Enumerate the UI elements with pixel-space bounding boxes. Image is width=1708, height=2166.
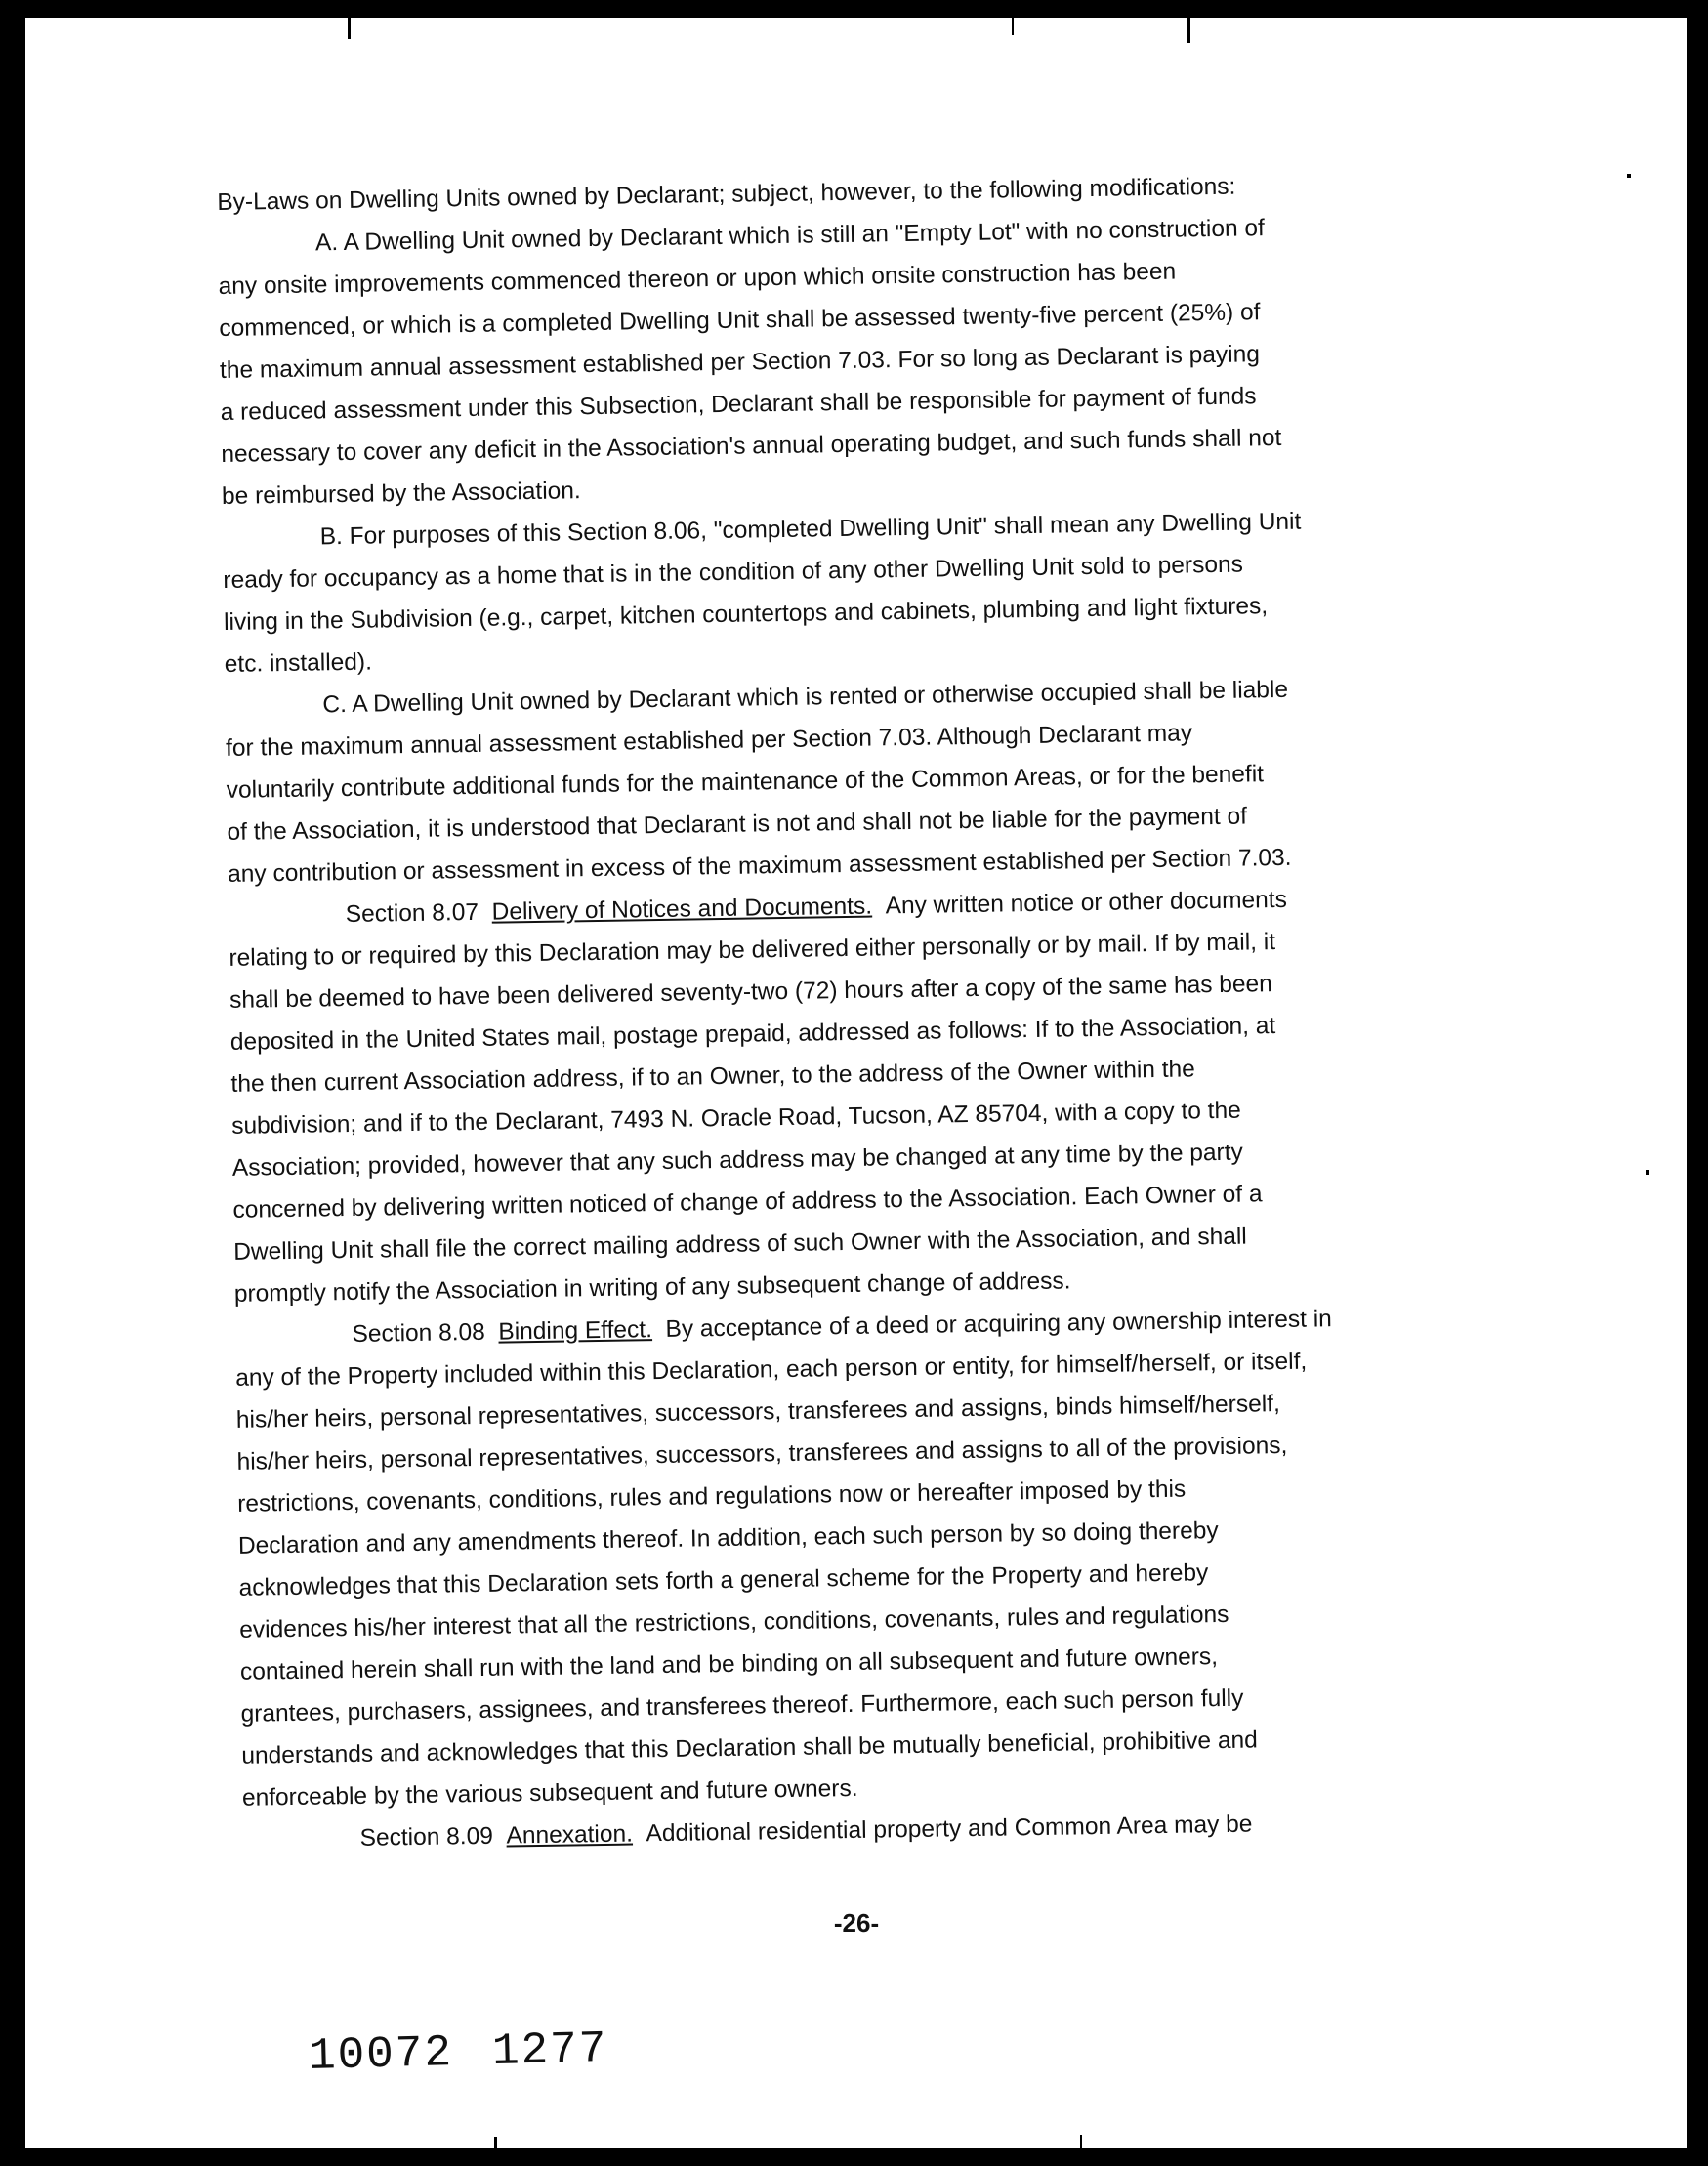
text-line: living in the Subdivision (e.g., carpet, kitchen countertops and cabinets, plumbing and light fixtures, [223,593,1269,636]
text-line: Dwelling Unit shall file the correct mailing address of such Owner with the Association, and shall [233,1223,1247,1266]
text-line: A. A Dwelling Unit owned by Declarant which is still an "Empty Lot" with no construction of [314,215,1266,257]
text-line: subdivision; and if to the Declarant, 7493 N. Oracle Road, Tucson, AZ 85704, with a copy to the [230,1097,1241,1140]
scan-artifact [1012,18,1014,35]
text-line: promptly notify the Association in writing of any subsequent change of address. [233,1268,1071,1308]
text-line: relating to or required by this Declaration may be delivered either personally or by mail. If by mail, it [229,929,1276,972]
text-line: acknowledges that this Declaration sets forth a general scheme for the Property and hereby [238,1560,1209,1602]
page-number: -26- [833,1908,880,1937]
document-page [25,18,1687,2148]
text-line: the then current Association address, if to an Owner, to the address of the Owner within the [230,1056,1195,1098]
text-line: etc. installed). [224,648,373,678]
section-number: Section 8.07 [345,898,479,929]
text-line: any contribution or assessment in excess of the maximum assessment established per Section 7.03. [227,844,1292,888]
text-line: contained herein shall run with the land and be binding on all subsequent and future owners, [239,1644,1219,1686]
text-line: any onsite improvements commenced thereon or upon which onsite construction has been [218,258,1177,300]
scan-artifact [1627,174,1631,178]
scan-artifact [1187,18,1190,43]
section-text: Any written notice or other documents [885,886,1288,920]
text-line: his/her heirs, personal representatives, successors, transferees and assigns, binds himself/herself, [235,1391,1280,1434]
text-line: shall be deemed to have been delivered seventy-two (72) hours after a copy of the same has been [229,971,1273,1014]
section-number: Section 8.08 [352,1318,485,1348]
section-title: Binding Effect. [498,1316,653,1346]
scan-artifact [348,18,351,39]
text-line: a reduced assessment under this Subsection, Declarant shall be responsible for payment of funds [220,383,1257,426]
document-body [217,161,1542,1861]
text-line: concerned by delivering written noticed of change of address to the Association. Each Owner of a [232,1181,1263,1224]
text-line: grantees, purchasers, assignees, and transferees thereof. Furthermore, each such person fully [240,1685,1244,1728]
text-line: restrictions, covenants, conditions, rules and regulations now or hereafter imposed by this [237,1476,1187,1518]
text-line: necessary to cover any deficit in the Association's annual operating budget, and such funds shall not [221,424,1282,468]
recording-stamp [308,2023,608,2082]
text-line: for the maximum annual assessment established per Section 7.03. Although Declarant may [225,720,1193,762]
text-line: understands and acknowledges that this Declaration shall be mutually beneficial, prohibitive and [241,1727,1258,1770]
section-title: Delivery of Notices and Documents. [491,893,873,926]
scan-artifact [1080,2135,1082,2148]
scan-artifact [1646,1170,1649,1175]
text-line: be reimbursed by the Association. [221,478,581,510]
text-line: By-Laws on Dwelling Units owned by Declarant; subject, however, to the following modifications: [217,173,1236,216]
text-line: C. A Dwelling Unit owned by Declarant which is rented or otherwise occupied shall be liable [322,676,1289,719]
text-line: deposited in the United States mail, postage prepaid, addressed as follows: If to the Association, at [229,1013,1276,1056]
scan-artifact [494,2137,497,2148]
section-text: By acceptance of a deed or acquiring any ownership interest in [665,1306,1332,1343]
text-line: Association; provided, however that any such address may be changed at any time by the party [231,1139,1243,1182]
text-line: any of the Property included within this Declaration, each person or entity, for himself/herself, or itself, [235,1348,1308,1392]
page-reference: 1277 [491,2022,609,2078]
book-number: 10072 [308,2027,454,2083]
text-line: of the Association, it is understood that Declarant is not and shall not be liable for the payment of [227,803,1248,846]
text-line: the maximum annual assessment established per Section 7.03. For so long as Declarant is paying [219,341,1261,384]
section-number: Section 8.09 [359,1822,494,1852]
text-line: his/her heirs, personal representatives, successors, transferees and assigns to all of the provisions, [236,1432,1288,1476]
text-line: Declaration and any amendments thereof. In addition, each such person by so doing thereby [237,1518,1219,1560]
text-line: B. For purposes of this Section 8.06, "completed Dwelling Unit" shall mean any Dwelling Unit [319,508,1302,551]
text-line: enforceable by the various subsequent and future owners. [241,1774,858,1812]
section-title: Annexation. [506,1820,634,1850]
text-line: ready for occupancy as a home that is in the condition of any other Dwelling Unit sold to persons [223,551,1244,594]
section-text: Additional residential property and Common Area may be [646,1811,1253,1848]
text-line: commenced, or which is a completed Dwelling Unit shall be assessed twenty-five percent (25%) of [219,299,1261,342]
text-line: voluntarily contribute additional funds for the maintenance of the Common Areas, or for the benefit [226,761,1265,804]
text-line: evidences his/her interest that all the restrictions, conditions, covenants, rules and regulations [239,1601,1229,1644]
